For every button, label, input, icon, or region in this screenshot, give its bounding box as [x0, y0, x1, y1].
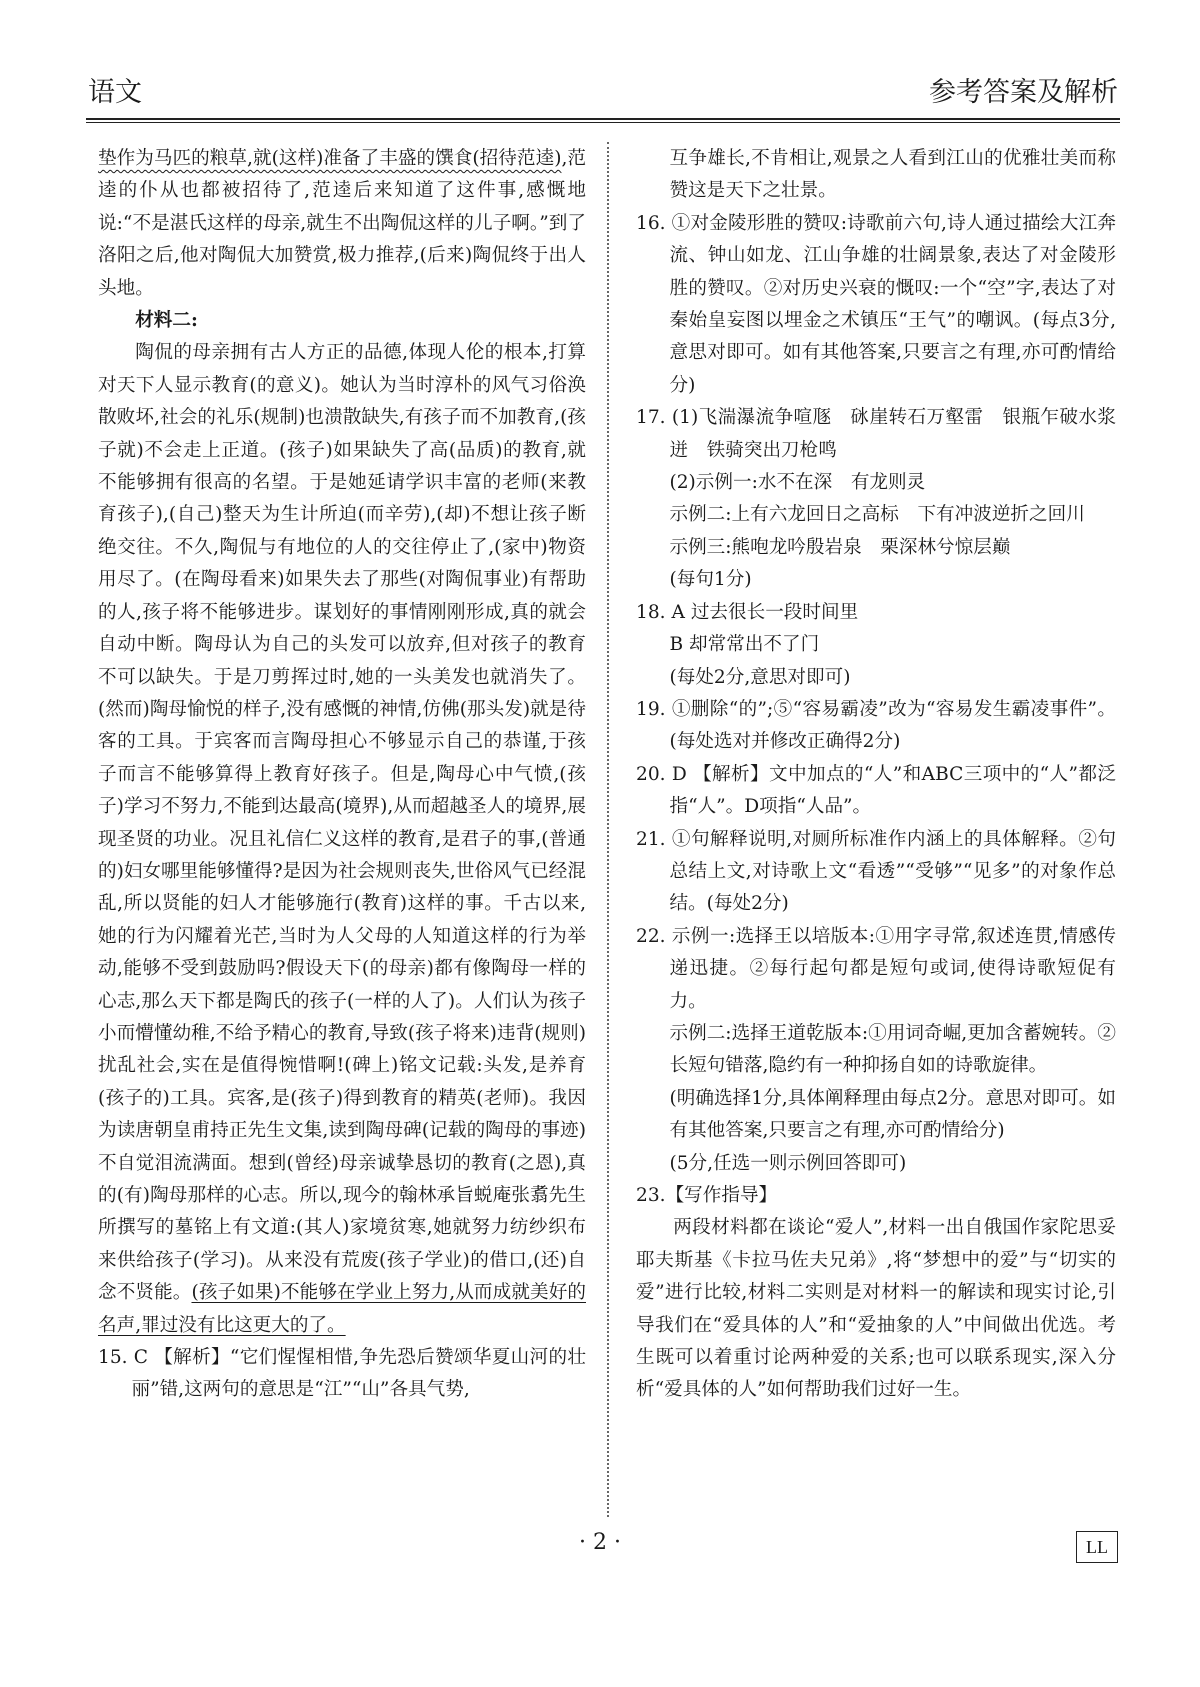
- right-column: [636, 143, 1116, 1407]
- answer-18-a: 18. A 过去很长一段时间里: [636, 601, 859, 623]
- answer-17-example-2: 示例二:上有六龙回日之高标 下有冲波逆折之回川: [669, 504, 1085, 526]
- page-number: · 2 ·: [579, 1530, 621, 1555]
- column-divider: [607, 142, 609, 1517]
- answer-17-scoring: (每句1分): [669, 569, 752, 591]
- answer-22-scoring: (明确选择1分,具体阐释理由每点2分。意思对即可。如有其他答案,只要言之有理,亦可酌情给分): [669, 1087, 1116, 1142]
- edition-code-badge: LL: [1076, 1531, 1118, 1563]
- header-rule-thin: [86, 122, 1120, 123]
- answer-17-part-2: (2)示例一:水不在深 有龙则灵: [669, 472, 926, 494]
- material-one-ending: [98, 143, 586, 305]
- answer-23-heading: 23.【写作指导】: [636, 1185, 778, 1206]
- material-two-text: 陶侃的母亲拥有古人方正的品德,体现人伦的根本,打算对天下人显示教育(的意义)。她认为当时淳朴的风气习俗涣散败坏,社会的礼乐(规制)也溃散缺失,有孩子而不加教育,(孩子就)不会走上正道。(孩子)如果缺失了高(品质)的教育,就不能够拥有很高的名望。于是她延请学识丰富的老师(来教育孩子),(自己)整天为生计所迫(而辛劳),(却)不想让孩子断绝交往。不久,陶侃与有地位的人的交往停止了,(家中)物资用尽了。(在陶母看来)如果失去了那些(对陶侃事业)有帮助的人,孩子将不能够进步。谋划好的事情刚刚形成,真的就会自动中断。陶母认为自己的头发可以放弃,但对孩子的教育不可以缺失。于是刀剪挥过时,她的一头美发也就消失了。(然而)陶母愉悦的样子,没有感慨的神情,仿佛(那头发)就是待客的工具。于宾客而言陶母担心不够显示自己的恭谨,于孩子而言不能够算得上教育好孩子。但是,陶母心中气愤,(孩子)学习不努力,不能到达最高(境界),从而超越圣人的境界,展现圣贤的功业。况且礼信仁义这样的教育,是君子的事,(普通的)妇女哪里能够懂得?是因为社会规则丧失,世俗风气已经混乱,所以贤能的妇人才能够施行(教育)这样的事。千古以来,她的行为闪耀着光芒,当时为人父母的人知道这样的行为举动,能够不受到鼓励吗?假设天下(的母亲)都有像陶母一样的心志,那么天下都是陶氏的孩子(一样的人了)。人们认为孩子小而懵懂幼稚,不给予精心的教育,导致(孩子将来)违背(规则)扰乱社会,实在是值得惋惜啊!(碑上)铭文记载:头发,是养育(孩子的)工具。宾客,是(孩子)得到教育的精英(老师)。我因为读唐朝皇甫持正先生文集,读到陶母碑(记载的陶母的事迹)不自觉泪流满面。想到(曾经)母亲诚挚恳切的教育(之恩),真的(有)陶母那样的心志。所以,现今的翰林承旨蜕庵张翥先生所撰写的墓铭上有文道:(其人)家境贫寒,她就努力纺纱织布来供给孩子(学习)。从来没有荒废(孩子学业)的借口,(还)自念不贤能。: [98, 342, 586, 1304]
- answer-15: 15. C 【解析】“它们惺惺相惜,争先恐后赞颂华夏山河的壮丽”错,这两句的意思是“江”“山”各具气势,: [98, 1347, 586, 1401]
- answer-15-continued: 互争雄长,不肯相让,观景之人看到江山的优雅壮美而称赞这是天下之壮景。: [669, 148, 1116, 202]
- answer-22-example-2: 示例二:选择王道乾版本:①用词奇崛,更加含蓄婉转。②长短句错落,隐约有一种抑扬自如的诗歌旋律。: [669, 1022, 1116, 1077]
- answer-18-scoring: (每处2分,意思对即可): [669, 666, 851, 688]
- answer-17-example-3: 示例三:熊咆龙吟殷岩泉 栗深林兮惊层巅: [669, 536, 1011, 558]
- underlined-sentence: (孩子如果)不能够在学业上努力,从而成就美好的名声,罪过没有比这更大的了。: [98, 1282, 586, 1336]
- answer-22-example-1: 22. 示例一:选择王以培版本:①用字寻常,叙述连贯,情感传递迅捷。②每行起句都是短句或词,使得诗歌短促有力。: [636, 925, 1116, 1012]
- wavy-underlined-text: 垫作为马匹的粮草,就(这样)准备了丰盛的馔食(招待范逵): [98, 148, 562, 169]
- subject-title: 语文: [88, 77, 142, 108]
- material-two-translation: [98, 337, 586, 1342]
- answer-19: 19. ①删除“的”;⑤“容易霸凌”改为“容易发生霸凌事件”。(每处选对并修改正确得2分): [636, 698, 1116, 753]
- material-one-text: ,范逵的仆从也都被招待了,范逵后来知道了这件事,感慨地说:“不是湛氏这样的母亲,就生不出陶侃这样的儿子啊。”到了洛阳之后,他对陶侃大加赞赏,极力推荐,(后来)陶侃终于出人头地。: [98, 148, 586, 299]
- answer-22-note: (5分,任选一则示例回答即可): [669, 1152, 907, 1174]
- section-title: 参考答案及解析: [929, 77, 1118, 108]
- answer-20: 20. D 【解析】文中加点的“人”和ABC三项中的“人”都泛指“人”。D项指“人品”。: [636, 763, 1116, 818]
- material-two-heading: 材料二:: [135, 310, 198, 332]
- answer-21: 21. ①句解释说明,对厕所标准作内涵上的具体解释。②句总结上文,对诗歌上文“看透”“受够”“见多”的对象作总结。(每处2分): [636, 828, 1116, 915]
- left-column: [98, 143, 586, 1407]
- header-rule: [86, 118, 1120, 120]
- answer-23-guidance: 两段材料都在谈论“爱人”,材料一出自俄国作家陀思妥耶夫斯基《卡拉马佐夫兄弟》,将“梦想中的爱”与“切实的爱”进行比较,材料二实则是对材料一的解读和现实讨论,引导我们在“爱具体的人”和“爱抽象的人”中间做出优选。考生既可以着重讨论两种爱的关系;也可以联系现实,深入分析“爱具体的人”如何帮助我们过好一生。: [636, 1217, 1116, 1401]
- answer-18-b: B 却常常出不了门: [669, 634, 820, 656]
- answer-16: 16. ①对金陵形胜的赞叹:诗歌前六句,诗人通过描绘大江奔流、钟山如龙、江山争雄的壮阔景象,表达了对金陵形胜的赞叹。②对历史兴衰的慨叹:一个“空”字,表达了对秦始皇妄图以埋金之术镇压“王气”的嘲讽。(每点3分,意思对即可。如有其他答案,只要言之有理,亦可酌情给分): [636, 212, 1116, 396]
- answer-17-part-1: 17. (1)飞湍瀑流争喧豗 砯崖转石万壑雷 银瓶乍破水浆迸 铁骑突出刀枪鸣: [636, 407, 1116, 461]
